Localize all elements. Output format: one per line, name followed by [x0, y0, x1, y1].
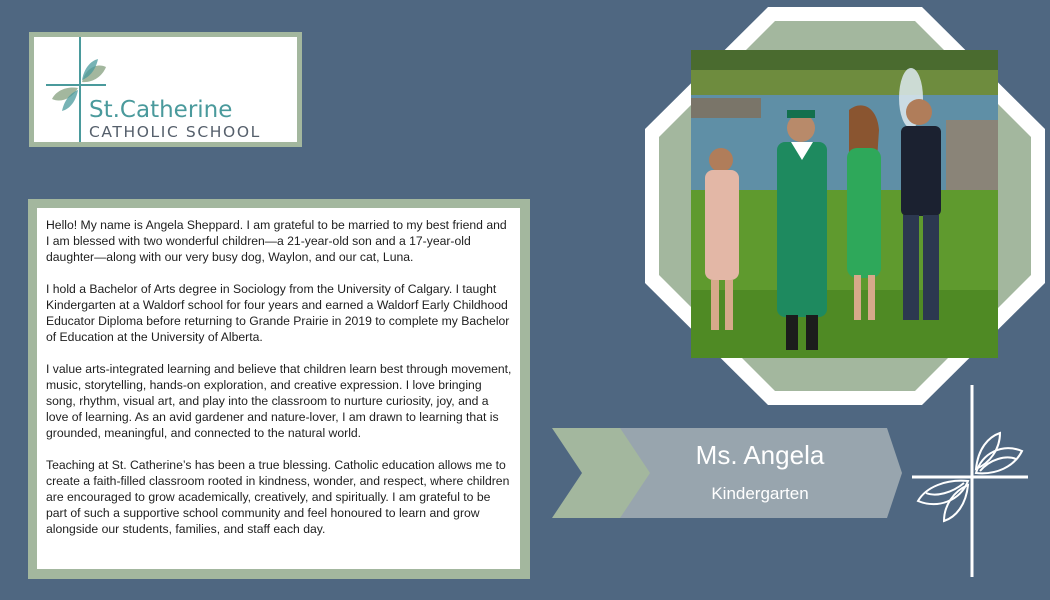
bio-paragraph: Hello! My name is Angela Sheppard. I am grateful to be married to my best friend and I am blessed with two wonderful children—a 21-year-old son and a 17-year-old daughter—along with our very busy dog, Waylon, and our cat, Luna.	[46, 218, 507, 264]
bio-paragraph: I hold a Bachelor of Arts degree in Sociology from the University of Calgary. I taught Kindergarten at a Waldorf school for four years and earned a Waldorf Early Childhood Educator Diploma before returning to Grande Prairie in 2019 to complete my Bachelor of Education at the University of Alberta.	[46, 282, 510, 344]
bio-paragraph: Teaching at St. Catherine’s has been a true blessing. Catholic education allows me to create a faith-filled classroom rooted in kindness, wonder, and respect, where children are encouraged to grow academically, creatively, and spiritually. I am grateful to be part of such a supportive school community and feel honoured to learn and grow alongside our students, families, and staff each day.	[46, 458, 510, 536]
teacher-name: Ms. Angela	[695, 440, 825, 470]
bio-box	[28, 199, 530, 579]
logo-school-subtitle: CATHOLIC SCHOOL	[89, 123, 261, 141]
logo-panel	[34, 37, 297, 142]
teacher-grade: Kindergarten	[711, 484, 809, 503]
school-logo	[29, 32, 302, 147]
bio-paragraph: I value arts-integrated learning and believe that children learn best through movement, music, storytelling, hands-on exploration, and creative expression. I love bringing song, rhythm, visual art, and play into the classroom to nurture curiosity, joy, and a love of learning. As an avid gardener and nature-lover, I am drawn to learning that is grounded, meaningful, and connected to the natural world.	[46, 362, 512, 440]
cross-with-leaves-icon	[910, 383, 1030, 579]
logo-school-name: St.Catherine	[89, 97, 233, 123]
bio-text	[37, 208, 520, 569]
family-graduation-photo	[691, 50, 998, 358]
